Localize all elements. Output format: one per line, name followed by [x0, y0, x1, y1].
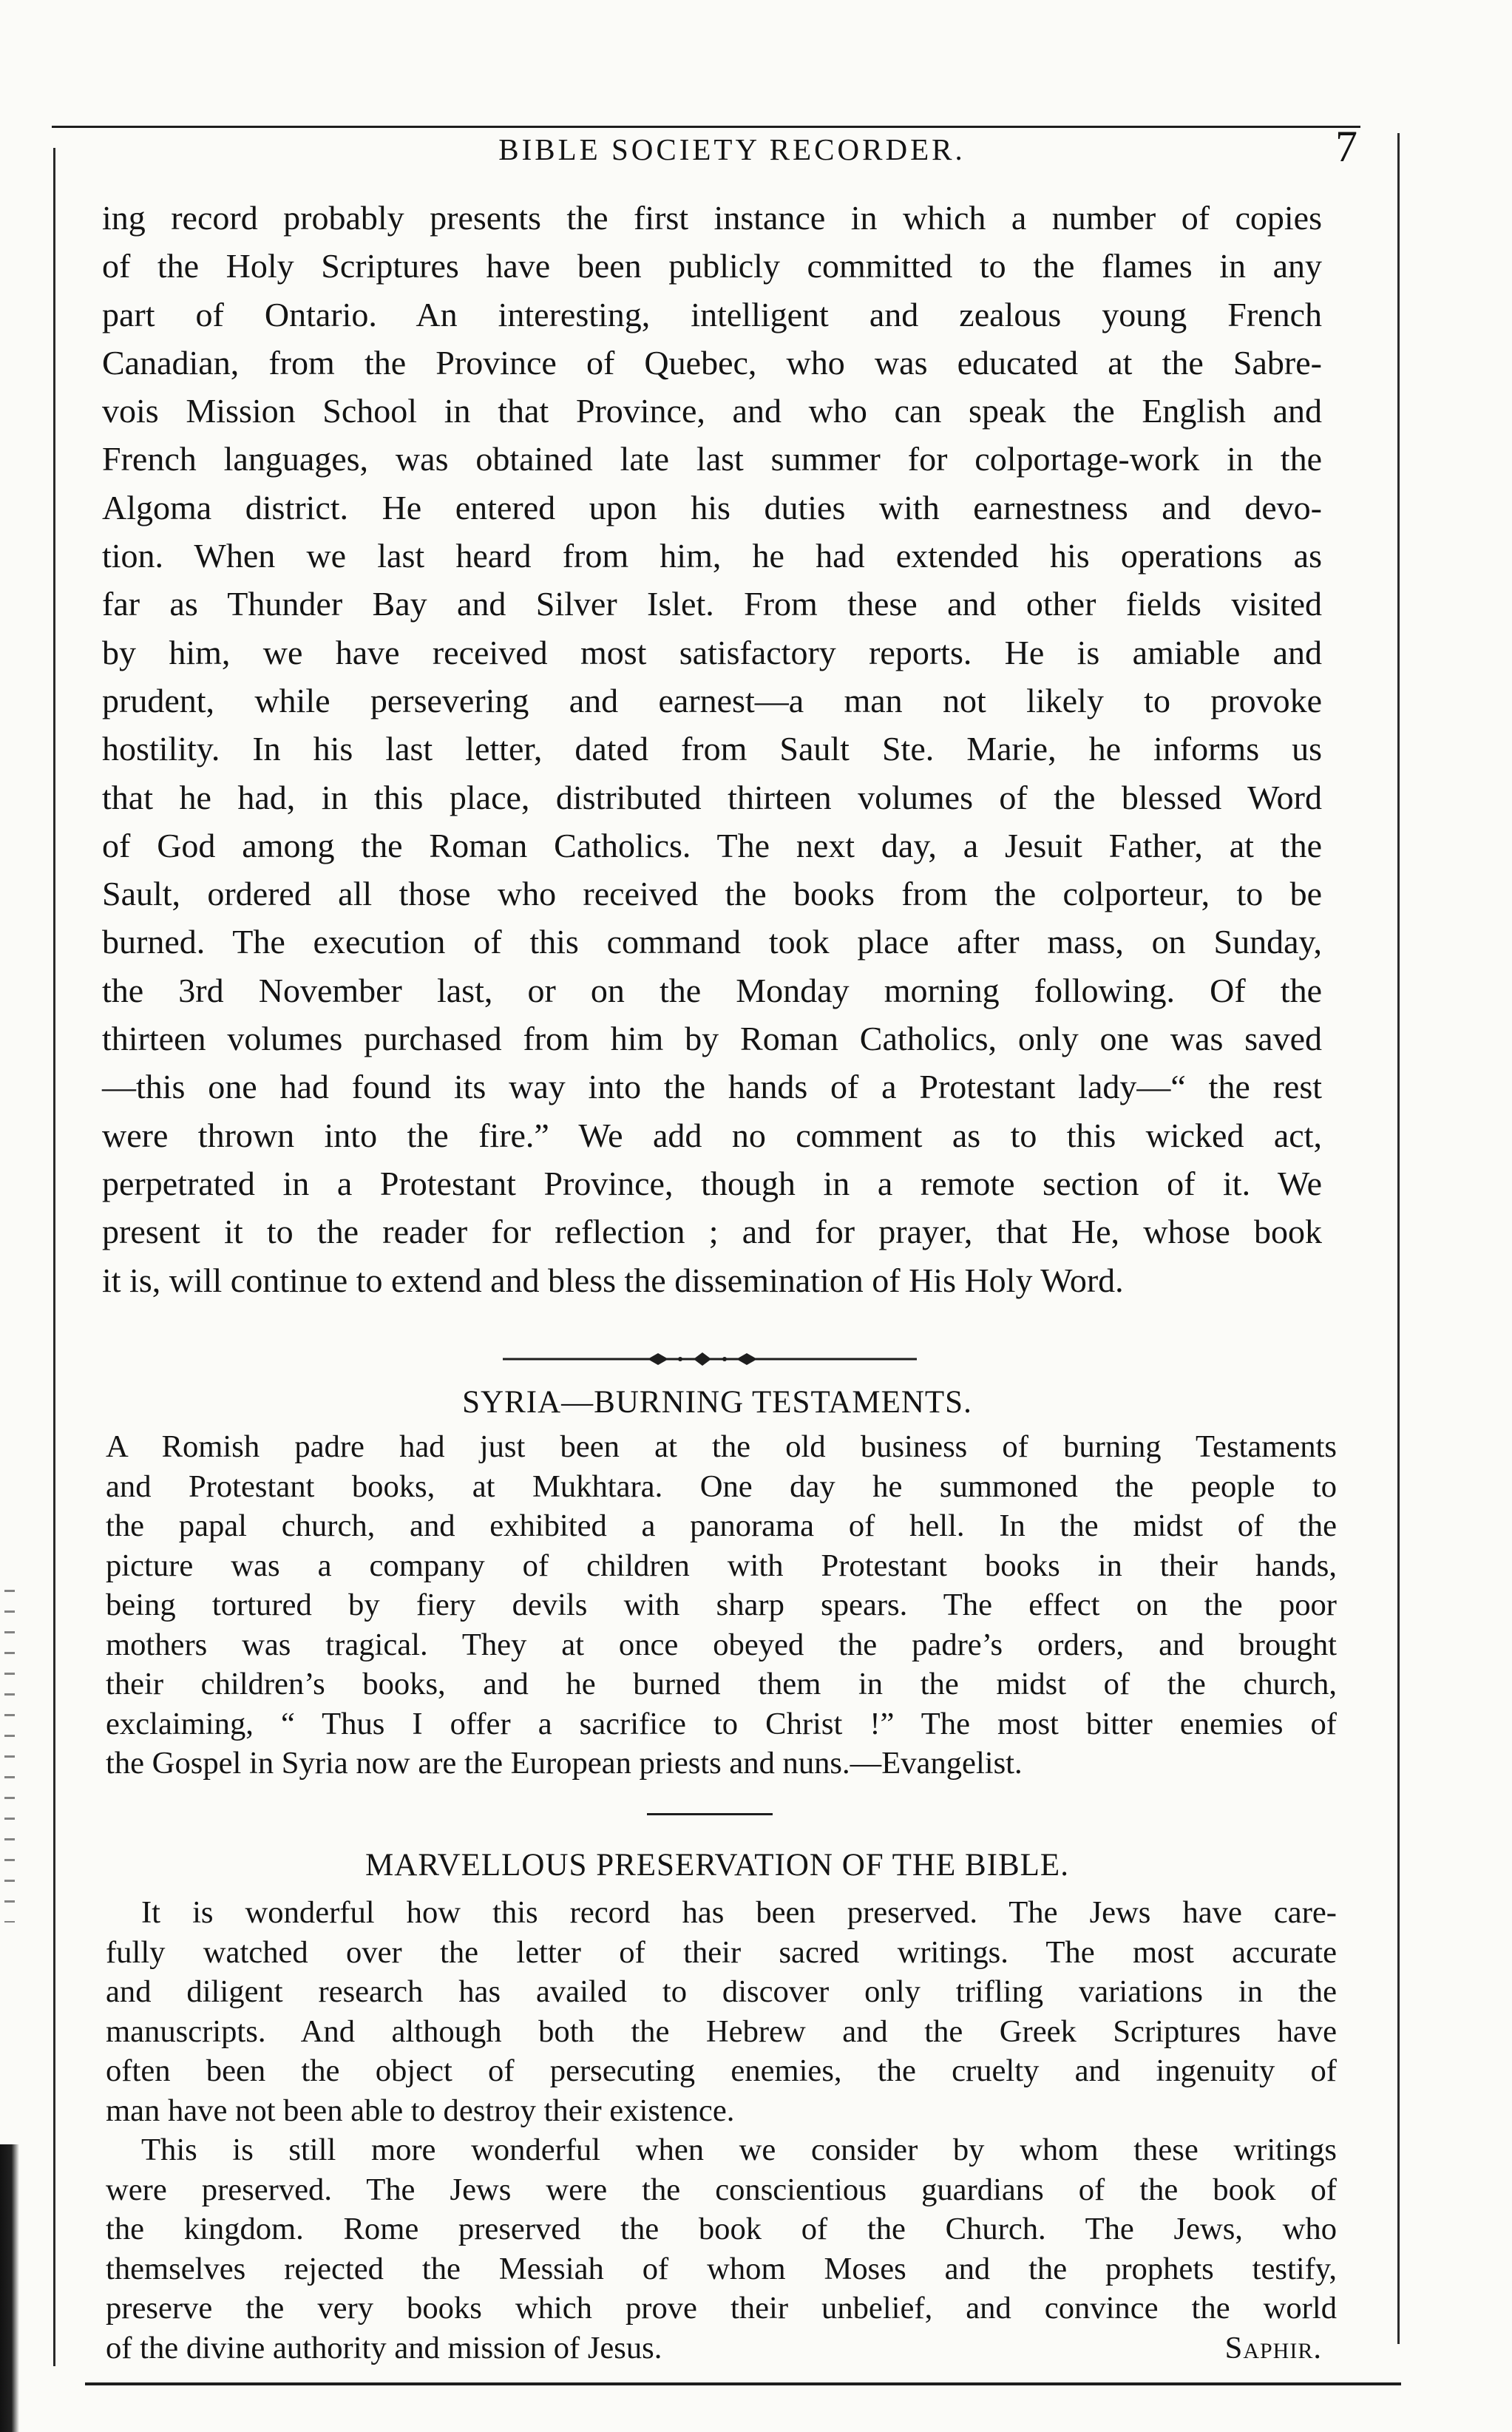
text-line: the 3rd November last, or on the Monday morning following. Of the — [102, 971, 1322, 1009]
text-line: prudent, while persevering and earnest—a man not likely to provoke — [102, 681, 1322, 719]
text-line: were thrown into the fire.” We add no comment as to this wicked act, — [102, 1116, 1322, 1154]
text-line: man have not been able to destroy their existence. — [106, 2093, 735, 2128]
article-body — [102, 194, 1322, 1304]
text-line: present it to the reader for reflection ; and for prayer, that He, whose book — [102, 1213, 1322, 1251]
text-line: that he had, in this place, distributed thirteen volumes of the blessed Word — [102, 778, 1322, 816]
text-line-with-signature — [106, 2328, 1337, 2368]
text-line: the papal church, and exhibited a panorama of hell. In the midst of the — [106, 1508, 1337, 1543]
text-line: of the Holy Scriptures have been publicly committed to the flames in any — [102, 247, 1322, 285]
text-line: and diligent research has availed to discover only trifling variations in the — [106, 1974, 1337, 2009]
text-line: vois Mission School in that Province, and who can speak the English and — [102, 392, 1322, 430]
marvellous-article — [106, 1893, 1337, 2368]
syria-article — [106, 1427, 1337, 1784]
section-divider-rule — [647, 1813, 773, 1815]
text-line: A Romish padre had just been at the old business of burning Testaments — [106, 1429, 1337, 1464]
section-ornament-divider — [503, 1350, 917, 1368]
text-line: preserve the very books which prove their unbelief, and convince the world — [106, 2291, 1337, 2326]
binding-shadow — [0, 2144, 19, 2432]
text-line: burned. The execution of this command took place after mass, on Sunday, — [102, 923, 1322, 961]
text-line: often been the object of persecuting enemies, the cruelty and ingenuity of — [106, 2053, 1337, 2088]
text-line: —this one had found its way into the hands of a Protestant lady—“ the rest — [102, 1068, 1322, 1106]
signature: Saphir. — [1224, 2330, 1322, 2365]
section-heading-marvellous: MARVELLOUS PRESERVATION OF THE BIBLE. — [365, 1848, 1069, 1883]
text-line: being tortured by fiery devils with sharp spears. The effect on the poor — [106, 1588, 1337, 1622]
text-line: of the divine authority and mission of Jesus. — [106, 2330, 662, 2365]
text-line: by him, we have received most satisfactory reports. He is amiable and — [102, 633, 1322, 671]
text-line: This is still more wonderful when we consider by whom these writings — [141, 2133, 1337, 2167]
text-line: picture was a company of children with Protestant books in their hands, — [106, 1548, 1337, 1583]
text-line: part of Ontario. An interesting, intelligent and zealous young French — [102, 295, 1322, 333]
text-line: mothers was tragical. They at once obeyed the padre’s orders, and brought — [106, 1627, 1337, 1662]
bottom-border-rule — [85, 2382, 1401, 2385]
text-line: hostility. In his last letter, dated from Sault Ste. Marie, he informs us — [102, 730, 1322, 768]
text-line: Canadian, from the Province of Quebec, who was educated at the Sabre- — [102, 343, 1322, 382]
binding-flecks — [4, 1590, 15, 1923]
text-line: It is wonderful how this record has been preserved. The Jews have care- — [141, 1895, 1337, 1930]
text-line: the Gospel in Syria now are the European priests and nuns.—Evangelist. — [106, 1746, 1023, 1781]
text-line: French languages, was obtained late last summer for colportage-work in the — [102, 440, 1322, 478]
text-line: were preserved. The Jews were the conscientious guardians of the book of — [106, 2172, 1337, 2207]
text-line: exclaiming, “ Thus I offer a sacrifice to Christ !” The most bitter enemies of — [106, 1706, 1337, 1741]
text-line: manuscripts. And although both the Hebrew and the Greek Scriptures have — [106, 2013, 1337, 2049]
text-line: far as Thunder Bay and Silver Islet. From these and other fields visited — [102, 585, 1322, 623]
text-line: the kingdom. Rome preserved the book of the Church. The Jews, who — [106, 2212, 1337, 2246]
text-line: of God among the Roman Catholics. The next day, a Jesuit Father, at the — [102, 826, 1322, 864]
text-line: ing record probably presents the first instance in which a number of copies — [102, 199, 1322, 237]
left-border-rule — [53, 148, 55, 2366]
page-header — [104, 122, 1360, 179]
text-line: it is, will continue to extend and bless the dissemination of His Holy Word. — [102, 1261, 1124, 1299]
right-border-rule — [1397, 133, 1400, 2344]
text-line: their children’s books, and he burned them in the midst of the church, — [106, 1667, 1337, 1701]
text-line: Sault, ordered all those who received the books from the colporteur, to be — [102, 875, 1322, 913]
text-line: Algoma district. He entered upon his duties with earnestness and devo- — [102, 488, 1322, 526]
page-number: 7 — [1335, 122, 1357, 171]
text-line: thirteen volumes purchased from him by Roman Catholics, only one was saved — [102, 1020, 1322, 1058]
text-line: and Protestant books, at Mukhtara. One day he summoned the people to — [106, 1469, 1337, 1504]
text-line: tion. When we last heard from him, he had extended his operations as — [102, 537, 1322, 575]
section-heading-syria: SYRIA—BURNING TESTAMENTS. — [462, 1385, 972, 1420]
text-line: perpetrated in a Protestant Province, though in a remote section of it. We — [102, 1164, 1322, 1202]
text-line: fully watched over the letter of their sacred writings. The most accurate — [106, 1934, 1337, 1970]
running-title: BIBLE SOCIETY RECORDER. — [498, 132, 966, 166]
text-line: themselves rejected the Messiah of whom Moses and the prophets testify, — [106, 2251, 1337, 2286]
